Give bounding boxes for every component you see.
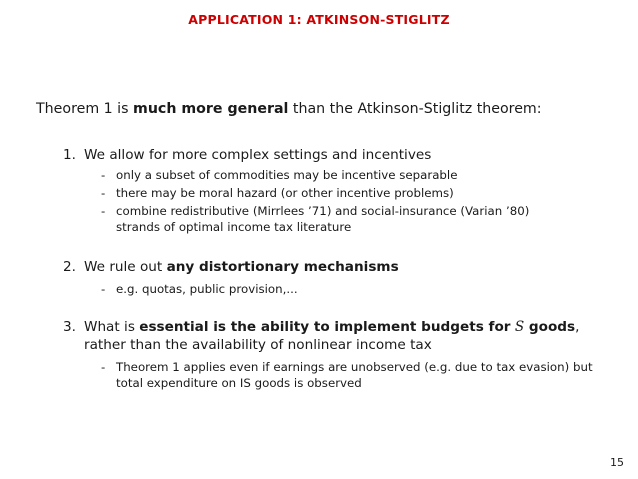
intro-statement xyxy=(36,101,626,117)
item-text xyxy=(84,318,623,354)
bullet-dash: - xyxy=(101,204,106,218)
sub-item-text: e.g. quotas, public provision,... xyxy=(116,282,298,296)
item-number: 3. xyxy=(63,319,76,335)
list-item-1 xyxy=(63,146,623,164)
intro-text-pre: Theorem 1 is xyxy=(36,101,134,117)
bullet-dash: - xyxy=(101,186,106,200)
item-text: We allow for more complex settings and incentives xyxy=(84,147,432,163)
intro-text-bold: much more general xyxy=(133,101,289,117)
item-text-post: , xyxy=(575,319,580,335)
item-text xyxy=(84,258,623,276)
sub-item-3-1 xyxy=(101,359,616,391)
sub-item-text: combine redistributive (Mirrlees ’71) and social-insurance (Varian ’80) strands of optimal income tax literature xyxy=(116,204,530,234)
item-text-bold: any distortionary mechanisms xyxy=(166,259,399,275)
item-number: 2. xyxy=(63,259,76,275)
list-item-3 xyxy=(63,318,623,354)
intro-text-post: than the Atkinson-Stiglitz theorem: xyxy=(288,101,542,117)
page-number: 15 xyxy=(610,456,624,469)
list-item-2 xyxy=(63,258,623,276)
sub-item-2-1 xyxy=(101,281,626,297)
bullet-dash: - xyxy=(101,282,106,296)
slide-title: APPLICATION 1: ATKINSON-STIGLITZ xyxy=(188,12,450,27)
sub-item-1-1 xyxy=(101,167,626,183)
math-symbol-s: S xyxy=(514,319,525,335)
bullet-dash: - xyxy=(101,168,106,182)
item-text-pre: We rule out xyxy=(84,259,167,275)
bullet-dash: - xyxy=(101,360,106,374)
item-text-line-2: rather than the availability of nonlinear income tax xyxy=(84,337,432,353)
item-number: 1. xyxy=(63,147,76,163)
sub-item-1-2 xyxy=(101,185,626,201)
sub-item-text: Theorem 1 applies even if earnings are unobserved (e.g. due to tax evasion) but total expenditure on IS goods is observed xyxy=(116,360,593,390)
sub-item-text: only a subset of commodities may be incentive separable xyxy=(116,168,458,182)
sub-item-text: there may be moral hazard (or other incentive problems) xyxy=(116,186,454,200)
item-text-bold: essential is the ability to implement budgets for xyxy=(139,319,511,335)
sub-item-1-3 xyxy=(101,203,561,235)
item-text-pre: What is xyxy=(84,319,140,335)
item-text-bold-2: goods xyxy=(524,319,576,335)
